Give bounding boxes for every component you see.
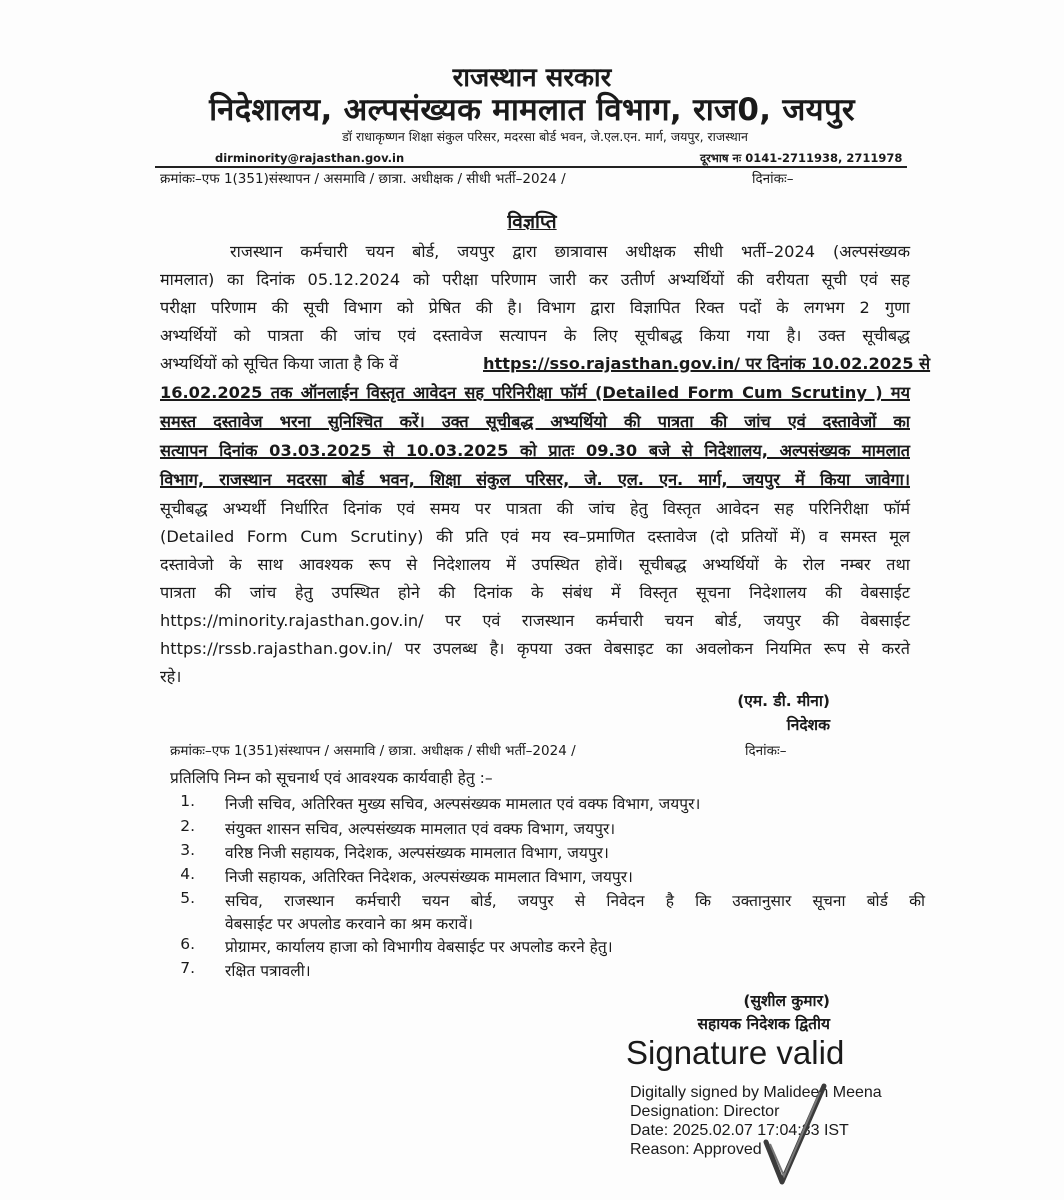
notice-line-11: (Detailed Form Cum Scrutiny) की प्रति एवं मय स्व–प्रमाणित दस्तावेज (दो प्रतियों में) व समस्त मूल	[160, 527, 910, 546]
copy-list	[175, 792, 935, 982]
notice-line-8: सत्यापन दिनांक 03.03.2025 से 10.03.2025 को प्रातः 09.30 बजे से निदेशालय, अल्पसंख्यक मामलात	[160, 441, 910, 460]
signature-reason: Reason: Approved	[630, 1141, 762, 1158]
list-item-text-continued: वेबसाईट पर अपलोड करवाने का श्रम करावें।	[225, 915, 473, 933]
office-email: dirminority@rajasthan.gov.in	[215, 151, 405, 165]
list-item-text: वरिष्ठ निजी सहायक, निदेशक, अल्पसंख्यक मामलात विभाग, जयपुर।	[225, 844, 609, 862]
notice-line-9: विभाग, राजस्थान मदरसा बोर्ड भवन, शिक्षा संकुल परिसर, जे. एल. एन. मार्ग, जयपुर में किया जावेगा।	[160, 470, 910, 489]
signed-by: Digitally signed by Malideen Meena	[630, 1084, 882, 1101]
assistant-director-title: सहायक निदेशक द्वितीय	[697, 1015, 830, 1033]
notice-line-5b: https://sso.rajasthan.gov.in/ पर दिनांक 10.02.2025 से	[483, 354, 931, 373]
notice-line-2: मामलात) का दिनांक 05.12.2024 को परीक्षा परिणाम जारी कर उतीर्ण अभ्यर्थियों की वरीयता सूची एवं सह	[160, 270, 910, 289]
list-item-text: निजी सचिव, अतिरिक्त मुख्य सचिव, अल्पसंख्यक मामलात एवं वक्फ विभाग, जयपुर।	[225, 795, 701, 813]
notice-line-16: रहे।	[160, 667, 182, 686]
signature-date: Date: 2025.02.07 17:04:33 IST	[630, 1122, 849, 1139]
assistant-director-name: (सुशील कुमार)	[743, 992, 830, 1010]
list-item-number: 4.	[180, 865, 195, 883]
notice-line-4: अभ्यर्थियों को पात्रता की जांच एवं दस्तावेज सत्यापन के लिए सूचीबद्ध किया गया है। उक्त सूचीबद्ध	[160, 326, 910, 345]
director-name: (एम. डी. मीना)	[737, 692, 830, 710]
signer-designation: Designation: Director	[630, 1103, 780, 1120]
notice-line-12: दस्तावेजो के साथ आवश्यक रूप से निदेशालय में उपस्थित होवें। सूचीबद्ध अभ्यर्थियों के रोल नम्बर तथा	[160, 555, 910, 574]
notice-line-10: सूचीबद्ध अभ्यर्थी निर्धारित दिनांक एवं समय पर पात्रता की जांच हेतु विस्तृत आवेदन सह परिनिरीक्षा फॉर्म	[160, 499, 910, 518]
copy-reference-number: क्रमांकः–एफ 1(351)संस्थापन / असमावि / छात्रा. अधीक्षक / सीधी भर्ती–2024 /	[170, 743, 576, 759]
header-divider	[155, 166, 907, 168]
checkmark-icon	[760, 1082, 830, 1192]
notice-line-15: https://rssb.rajasthan.gov.in/ पर उपलब्ध है। कृपया उक्त वेबसाइट का अवलोकन नियमित रूप से करते	[160, 639, 910, 658]
list-item-text: सचिव, राजस्थान कर्मचारी चयन बोर्ड, जयपुर से निवेदन है कि उक्तानुसार सूचना बोर्ड की	[225, 892, 925, 910]
list-item-text: रक्षित पत्रावली।	[225, 962, 311, 980]
date-label: दिनांकः–	[752, 171, 794, 187]
list-item-text: संयुक्त शासन सचिव, अल्पसंख्यक मामलात एवं वक्फ विभाग, जयपुर।	[225, 820, 616, 838]
list-item-text: प्रोग्रामर, कार्यालय हाजा को विभागीय वेबसाईट पर अपलोड करने हेतु।	[225, 938, 613, 956]
notice-line-1: राजस्थान कर्मचारी चयन बोर्ड, जयपुर द्वारा छात्रावास अधीक्षक सीधी भर्ती–2024 (अल्पसंख्यक	[230, 242, 910, 261]
list-item-number: 3.	[180, 841, 195, 859]
notice-line-7: समस्त दस्तावेज भरना सुनिश्चित करें। उक्त सूचीबद्ध अभ्यर्थियो की पात्रता की जांच एवं दस्तावेजों का	[160, 412, 910, 431]
notice-line-3: परीक्षा परिणाम की सूची विभाग को प्रेषित की है। विभाग द्वारा विज्ञापित रिक्त पदों के लगभग 2 गुणा	[160, 298, 910, 317]
digital-signature-stamp	[620, 1030, 960, 1190]
notice-line-14: https://minority.rajasthan.gov.in/ पर एवं राजस्थान कर्मचारी चयन बोर्ड, जयपुर की वेबसाईट	[160, 611, 910, 630]
list-item-number: 7.	[180, 959, 195, 977]
reference-number: क्रमांकः–एफ 1(351)संस्थापन / असमावि / छात्रा. अधीक्षक / सीधी भर्ती–2024 /	[160, 171, 566, 187]
office-phone: दूरभाष नः 0141-2711938, 2711978	[700, 151, 903, 165]
director-title: निदेशक	[786, 716, 830, 734]
copy-intro: प्रतिलिपि निम्न को सूचनार्थ एवं आवश्यक कार्यवाही हेतु :–	[170, 769, 493, 787]
list-item-number: 2.	[180, 817, 195, 835]
list-item-number: 5.	[180, 889, 195, 907]
notice-line-5a: अभ्यर्थियों को सूचित किया जाता है कि वें	[160, 354, 398, 373]
department-heading: निदेशालय, अल्पसंख्यक मामलात विभाग, राज0, जयपुर	[209, 92, 855, 128]
signature-status: Signature valid	[626, 1034, 845, 1071]
notice-line-13: पात्रता की जांच हेतु उपस्थित होने की दिनांक के संबंध में विस्तृत सूचना निदेशालय की वेबसाईट	[160, 583, 910, 602]
list-item-number: 6.	[180, 935, 195, 953]
notice-title: विज्ञप्ति	[507, 211, 557, 233]
list-item-text: निजी सहायक, अतिरिक्त निदेशक, अल्पसंख्यक मामलात विभाग, जयपुर।	[225, 868, 633, 886]
list-item-number: 1.	[180, 792, 195, 810]
copy-date-label: दिनांकः–	[745, 743, 787, 759]
notice-line-6: 16.02.2025 तक ऑनलाईन विस्तृत आवेदन सह परिनिरीक्षा फॉर्म (Detailed Form Cum Scrutiny ) मय	[160, 383, 910, 402]
government-heading: राजस्थान सरकार	[452, 63, 612, 93]
office-address: डॉ राधाकृष्णन शिक्षा संकुल परिसर, मदरसा बोर्ड भवन, जे.एल.एन. मार्ग, जयपुर, राजस्थान	[342, 129, 748, 144]
